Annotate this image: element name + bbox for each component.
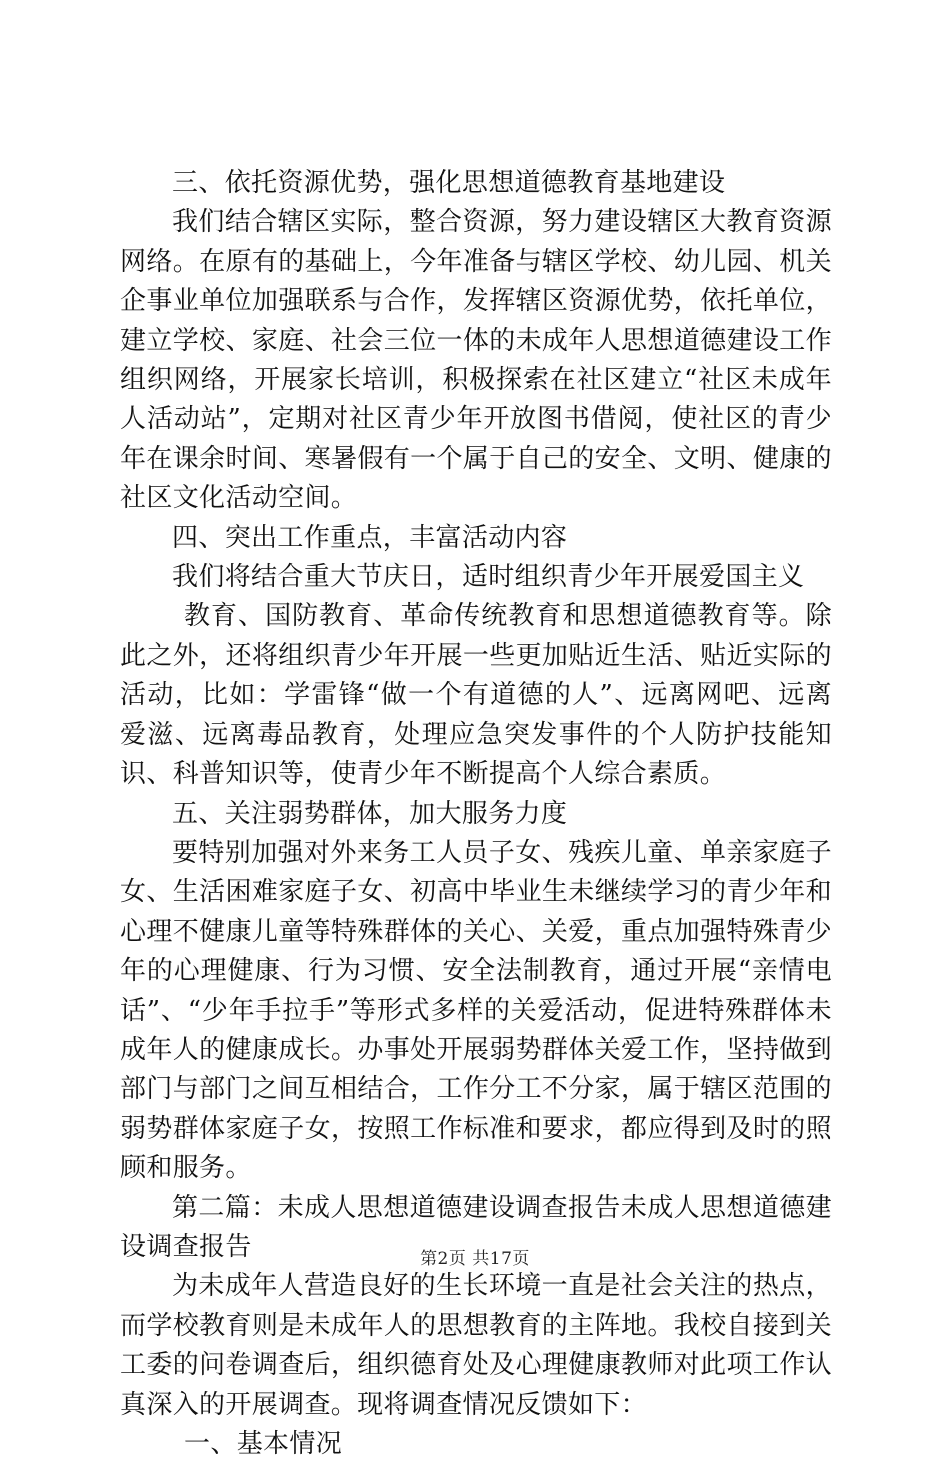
chapter-title: 第二篇：未成人思想道德建设调查报告未成人思想道德建设调查报告 [120, 1192, 832, 1262]
body-paragraph: 要特别加强对外来务工人员子女、残疾儿童、单亲家庭子女、生活困难家庭子女、初高中毕业生未继续学习的青少年和心理不健康儿童等特殊群体的关心、关爱，重点加强特殊青少年的心理健康、行为习惯、安全法制教育，通过开展“亲情电话”、“少年手拉手”等形式多样的关爱活动，促进特殊群体未成年人的健康成长。办事处开展弱势群体关爱工作，坚持做到部门与部门之间互相结合，工作分工不分家，属于辖区范围的弱势群体家庭子女，按照工作标准和要求，都应得到及时的照顾和服务。 [120, 837, 832, 1184]
body-paragraph: 我们结合辖区实际，整合资源，努力建设辖区大教育资源网络。在原有的基础上，今年准备与辖区学校、幼儿园、机关企事业单位加强联系与合作，发挥辖区资源优势，依托单位，建立学校、家庭、社会三位一体的未成年人思想道德建设工作组织网络，开展家长培训，积极探索在社区建立“社区未成年人活动站”，定期对社区青少年开放图书借阅，使社区的青少年在课余时间、寒暑假有一个属于自己的安全、文明、健康的社区文化活动空间。 [120, 207, 832, 514]
page-number-footer: 第2页 共17页 [420, 1249, 530, 1269]
section-heading-4: 四、突出工作重点，丰富活动内容 [172, 522, 568, 553]
section-heading-3: 三、依托资源优势，强化思想道德教育基地建设 [172, 168, 726, 198]
document-body [120, 164, 832, 1464]
section-heading-1: 一、基本情况 [184, 1429, 343, 1459]
body-paragraph: 教育、国防教育、革命传统教育和思想道德教育等。除此之外，还将组织青少年开展一些更加贴近生活、贴近实际的活动，比如：学雷锋“做一个有道德的人”、远离网吧、远离爱滋、远离毒品教育，处理应急突发事件的个人防护技能知识、科普知识等，使青少年不断提高个人综合素质。 [120, 601, 832, 790]
section-heading-5: 五、关注弱势群体，加大服务力度 [172, 798, 568, 829]
body-paragraph: 我们将结合重大节庆日，适时组织青少年开展爱国主义 [172, 562, 805, 593]
body-paragraph: 为未成年人营造良好的生长环境一直是社会关注的热点，而学校教育则是未成年人的思想教育的主阵地。我校自接到关工委的问卷调查后，组织德育处及心理健康教师对此项工作认真深入的开展调查。现将调查情况反馈如下： [120, 1271, 832, 1420]
